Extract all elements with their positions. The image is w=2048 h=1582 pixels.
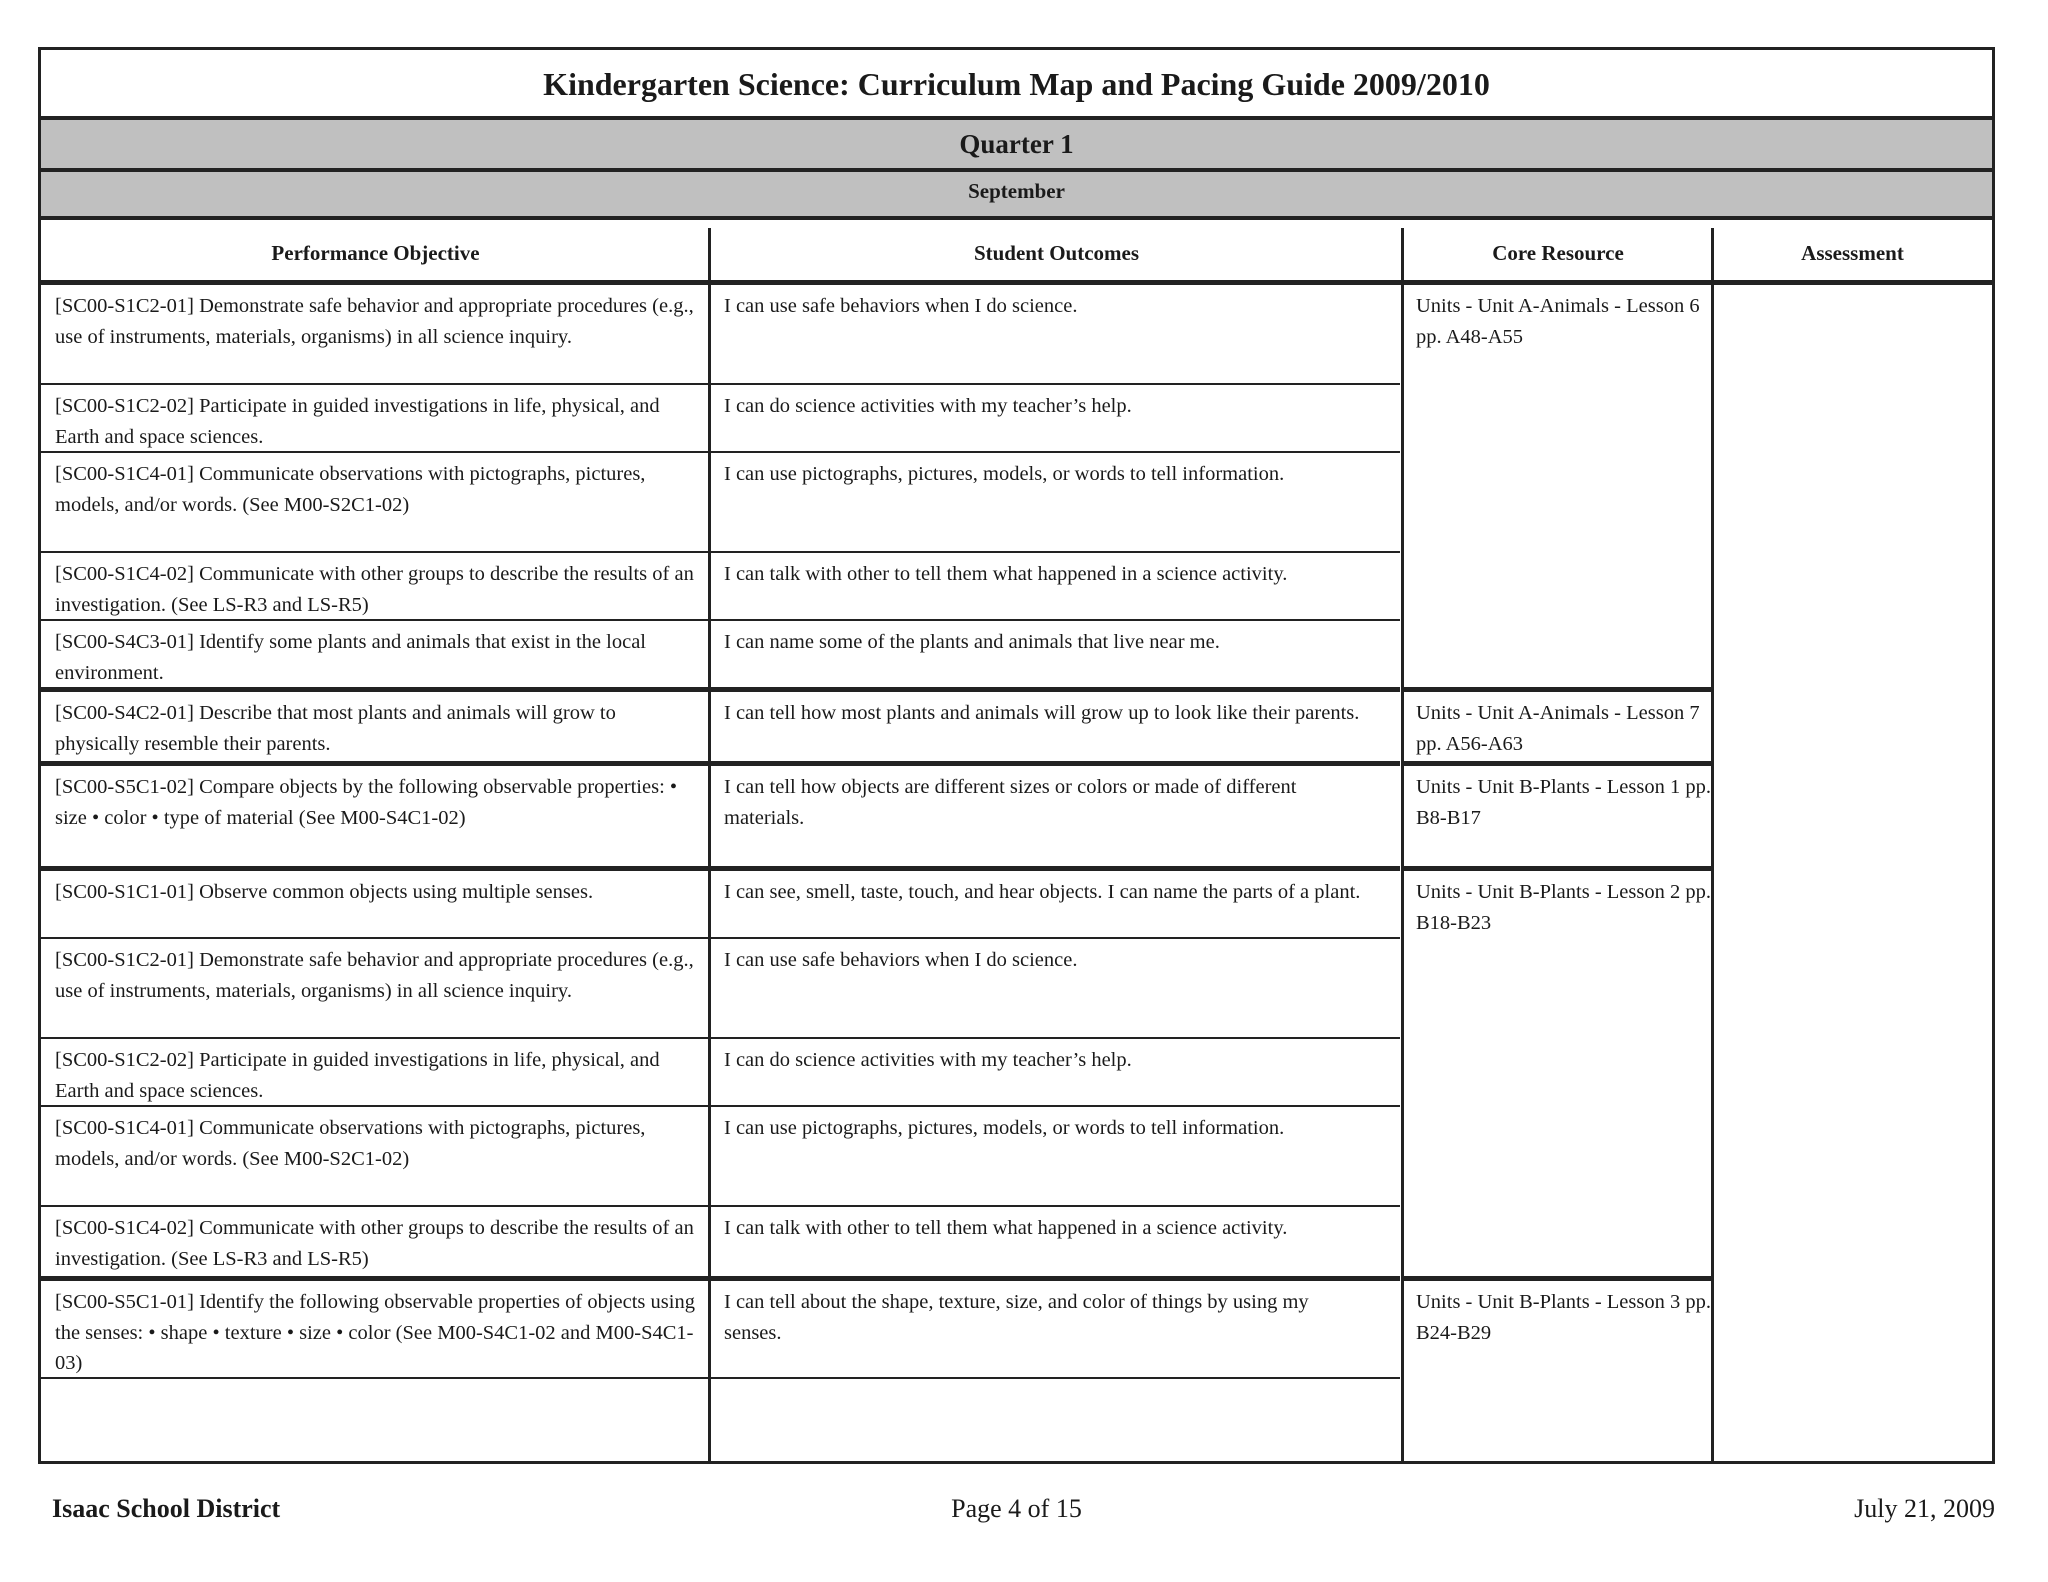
table-row [41,692,1400,766]
curriculum-document [38,47,1995,1464]
table-header-row [41,228,1992,285]
table-row [41,621,1400,692]
header-assessment: Assessment [1801,241,1904,265]
footer-page-number: Page 4 of 15 [951,1494,1082,1523]
table-row [41,1379,1400,1464]
header-performance-objective: Performance Objective [271,241,480,265]
outcome-cell: I can tell how objects are different sizes or colors or made of different materials. [724,776,1297,829]
objective-cell: [SC00-S1C2-01] Demonstrate safe behavior and appropriate procedures (e.g., use of instruments, materials, organisms) in all science inquiry. [55,949,694,1002]
outcome-cell: I can use pictographs, pictures, models, or words to tell information. [724,1117,1285,1139]
core-resource-cell: Units - Unit B-Plants - Lesson 2 pp. B18-B23 [1416,881,1711,934]
outcome-cell: I can talk with other to tell them what happened in a science activity. [724,1217,1288,1239]
core-resource-cell: Units - Unit A-Animals - Lesson 6 pp. A48-A55 [1416,295,1700,348]
outcome-cell: I can name some of the plants and animals that live near me. [724,631,1220,653]
table-row [41,553,1400,621]
table-row [41,385,1400,453]
assessment-cell [1714,285,1992,1464]
table-row [41,1281,1400,1379]
objective-cell: [SC00-S1C1-01] Observe common objects using multiple senses. [55,881,594,903]
objective-cell: [SC00-S4C3-01] Identify some plants and animals that exist in the local environment. [55,631,646,684]
header-student-outcomes: Student Outcomes [973,241,1140,265]
table-row [41,939,1400,1039]
objective-cell: [SC00-S1C2-02] Participate in guided investigations in life, physical, and Earth and space sciences. [55,395,660,448]
table-row [41,1207,1400,1281]
core-resource-cell: Units - Unit A-Animals - Lesson 7 pp. A56-A63 [1416,702,1700,755]
footer-date: July 21, 2009 [1854,1494,1995,1523]
table-row [41,766,1400,871]
outcome-cell: I can use safe behaviors when I do science. [724,949,1078,971]
header-core-resource: Core Resource [1492,241,1624,265]
outcome-cell: I can talk with other to tell them what happened in a science activity. [724,563,1288,585]
document-title: Kindergarten Science: Curriculum Map and Pacing Guide 2009/2010 [41,50,1992,120]
objective-cell: [SC00-S1C4-02] Communicate with other groups to describe the results of an investigation. (See LS-R3 and LS-R5) [55,1217,694,1270]
table-row [41,871,1400,939]
objective-cell: [SC00-S4C2-01] Describe that most plants and animals will grow to physically resemble their parents. [55,702,616,755]
quarter-heading: Quarter 1 [41,120,1992,172]
outcome-cell: I can do science activities with my teacher’s help. [724,1049,1132,1071]
objective-cell: [SC00-S1C4-01] Communicate observations with pictographs, pictures, models, and/or words. (See M00-S2C1-02) [55,463,646,516]
table-row [41,285,1400,385]
outcome-cell: I can tell about the shape, texture, size, and color of things by using my senses. [724,1291,1309,1344]
outcome-cell: I can see, smell, taste, touch, and hear objects. I can name the parts of a plant. [724,881,1361,903]
page-footer [38,1494,1995,1534]
objective-cell: [SC00-S5C1-01] Identify the following observable properties of objects using the senses: • shape • texture • size • color (See M00-S4C1-02 and M00-S4C1-03) [55,1291,695,1374]
month-heading: September [41,172,1992,220]
objective-cell: [SC00-S5C1-02] Compare objects by the following observable properties: • size • color • type of material (See M00-S4C1-02) [55,776,678,829]
outcome-cell: I can use pictographs, pictures, models, or words to tell information. [724,463,1285,485]
objective-cell: [SC00-S1C4-01] Communicate observations with pictographs, pictures, models, and/or words. (See M00-S2C1-02) [55,1117,646,1170]
outcome-cell: I can use safe behaviors when I do science. [724,295,1078,317]
objective-cell: [SC00-S1C4-02] Communicate with other groups to describe the results of an investigation. (See LS-R3 and LS-R5) [55,563,694,616]
table-row [41,1039,1400,1107]
objective-cell: [SC00-S1C2-02] Participate in guided investigations in life, physical, and Earth and space sciences. [55,1049,660,1102]
table-row [41,1107,1400,1207]
core-resource-cell: Units - Unit B-Plants - Lesson 3 pp. B24-B29 [1416,1291,1711,1344]
core-resource-cell: Units - Unit B-Plants - Lesson 1 pp. B8-B17 [1416,776,1711,829]
outcome-cell: I can tell how most plants and animals will grow up to look like their parents. [724,702,1360,724]
outcome-cell: I can do science activities with my teacher’s help. [724,395,1132,417]
objective-cell: [SC00-S1C2-01] Demonstrate safe behavior and appropriate procedures (e.g., use of instruments, materials, organisms) in all science inquiry. [55,295,694,348]
footer-district: Isaac School District [52,1494,281,1523]
table-row [41,453,1400,553]
